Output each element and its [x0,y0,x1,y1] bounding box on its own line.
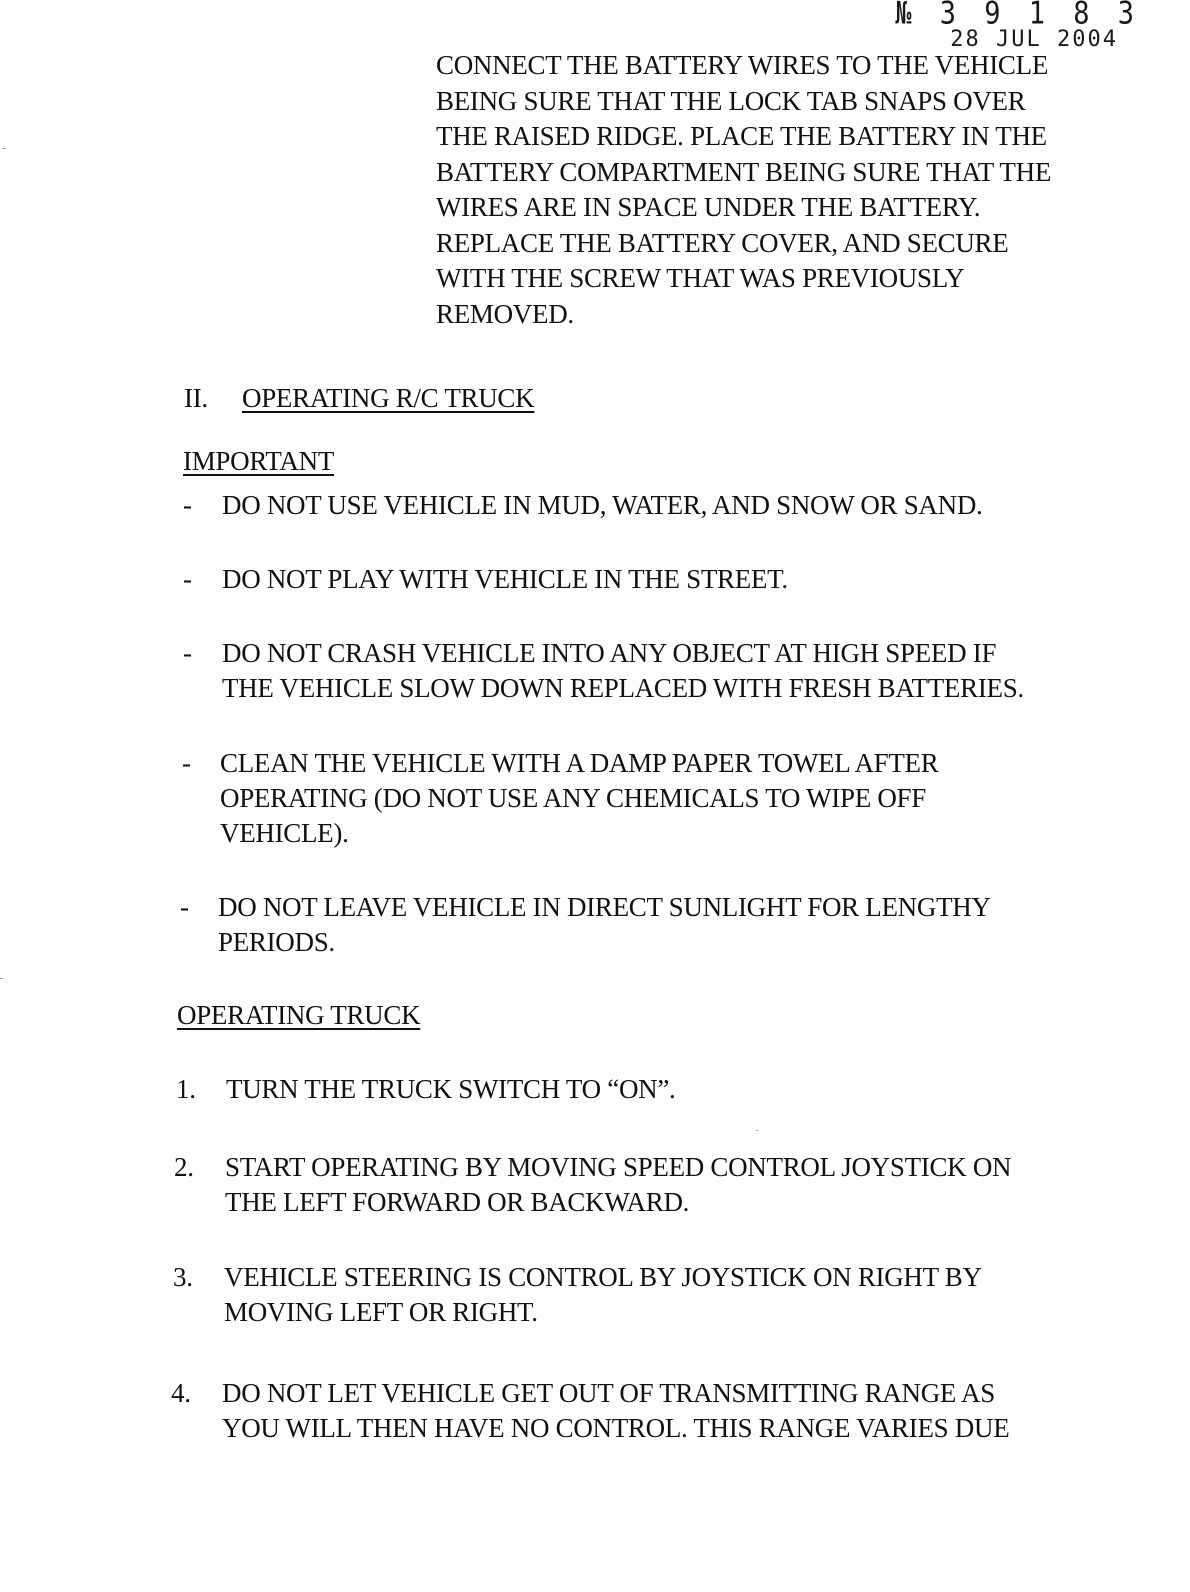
stamp-number: № 3 9 1 8 3 [895,0,1140,32]
stamp-date: 28 JUL 2004 [950,27,1118,52]
operating-step [174,1150,1074,1220]
step-number: 2. [174,1152,194,1182]
operating-step-text: START OPERATING BY MOVING SPEED CONTROL JOYSTICK ON THE LEFT FORWARD OR BACKWARD. [225,1152,1012,1217]
section-numeral: II. [184,383,208,413]
important-heading: IMPORTANT [183,446,335,476]
received-stamp [895,0,1140,51]
step-number: 3. [173,1262,193,1292]
operating-step [176,1072,1076,1107]
important-item-text: DO NOT PLAY WITH VEHICLE IN THE STREET. [222,564,788,594]
intro-paragraph [436,48,1116,332]
bullet-dash: - [183,638,192,668]
important-item-text: DO NOT LEAVE VEHICLE IN DIRECT SUNLIGHT FOR LENGTHY PERIODS. [218,892,991,957]
intro-text: CONNECT THE BATTERY WIRES TO THE VEHICLE BEING SURE THAT THE LOCK TAB SNAPS OVER THE RAISED RIDGE. PLACE THE BATTERY IN THE BATTERY COMPARTMENT BEING SURE THAT THE WIRES ARE IN SPACE UNDER THE BATTERY. REPLACE THE BATTERY COVER, AND SECURE WITH THE SCREW THAT WAS PREVIOUSLY REMOVED. [436,50,1052,329]
scan-speck [3,148,6,149]
bullet-dash: - [183,564,192,594]
important-item-text: DO NOT USE VEHICLE IN MUD, WATER, AND SNOW OR SAND. [222,490,983,520]
operating-step-text: TURN THE TRUCK SWITCH TO “ON”. [226,1074,676,1104]
important-item-text: DO NOT CRASH VEHICLE INTO ANY OBJECT AT HIGH SPEED IF THE VEHICLE SLOW DOWN REPLACED WITH FRESH BATTERIES. [222,638,1024,703]
section-heading [184,383,534,414]
important-item [180,890,1080,960]
section-title: OPERATING R/C TRUCK [242,383,535,413]
important-item [183,562,1083,597]
scan-speck [0,978,3,979]
operating-step-text: DO NOT LET VEHICLE GET OUT OF TRANSMITTING RANGE AS YOU WILL THEN HAVE NO CONTROL. THIS RANGE VARIES DUE [222,1378,1010,1443]
operating-step [171,1376,1071,1446]
operating-step-text: VEHICLE STEERING IS CONTROL BY JOYSTICK ON RIGHT BY MOVING LEFT OR RIGHT. [224,1262,982,1327]
important-item-text: CLEAN THE VEHICLE WITH A DAMP PAPER TOWEL AFTER OPERATING (DO NOT USE ANY CHEMICALS TO WIPE OFF VEHICLE). [220,748,939,848]
step-number: 1. [176,1074,196,1104]
bullet-dash: - [180,892,189,922]
operating-heading: OPERATING TRUCK [177,1000,421,1030]
important-item [182,746,1082,851]
important-item [183,636,1083,706]
step-number: 4. [171,1378,191,1408]
bullet-dash: - [182,748,191,778]
scan-speck [756,1130,758,1131]
important-item [183,488,1083,523]
bullet-dash: - [183,490,192,520]
operating-step [173,1260,1073,1330]
